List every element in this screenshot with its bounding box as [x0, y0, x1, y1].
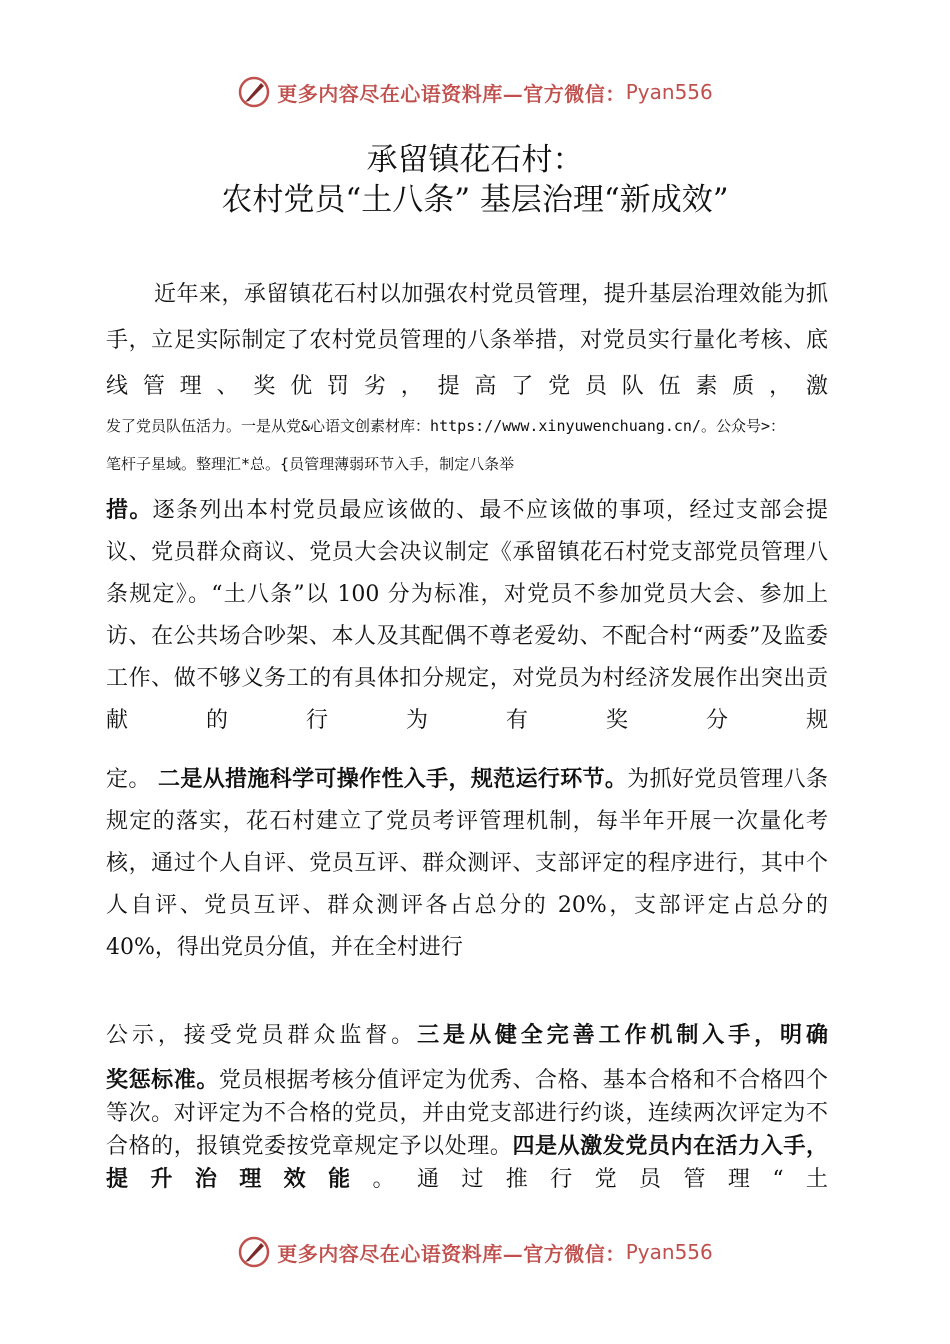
- paragraph-measures: [106, 759, 828, 969]
- heading-point-three-cont: 奖惩标准。: [106, 1068, 219, 1093]
- paragraph-measures-lead: 定。: [106, 767, 159, 792]
- source-line-1: 发了党员队伍活力。一是从党&心语文创素材库：https://www.xinyuwenchuang.cn/。公众号>：: [106, 417, 785, 435]
- heading-point-two: 二是从措施科学可操作性入手，规范运行环节。: [158, 767, 628, 792]
- paragraph-mechanism-lead: 公示，接受党员群众监督。: [106, 1023, 418, 1048]
- paragraph-mechanism-text-2: 。通过推行党员管理“土: [372, 1167, 828, 1192]
- feather-logo-icon: [237, 75, 271, 109]
- bold-lead: 措。: [106, 498, 153, 523]
- paragraph-measures-text: 为抓好党员管理八条规定的落实，花石村建立了党员考评管理机制，每半年开展一次量化考核，通过个人自评、党员互评、群众测评、支部评定的程序进行，其中个人自评、党员互评、群众测评各占总分的 20%，支部评定占总分的 40%，得出党员分值，并在全村进行: [106, 767, 828, 960]
- paragraph-mechanism: [106, 1064, 828, 1196]
- paragraph-rules-text: 逐条列出本村党员最应该做的、最不应该做的事项，经过支部会提议、党员群众商议、党员大会决议制定《承留镇花石村党支部党员管理八条规定》。“土八条”以 100 分为标准，对党员不参加党员大会、参加上访、在公共场合吵架、本人及其配偶不尊老爱幼、不配合村“两委”及监委工作、做不够义务工的有具体扣分规定，对党员为村经济发展作出突出贡献的行为有奖分规: [106, 498, 828, 733]
- paragraph-mechanism-first-line: [106, 1016, 828, 1056]
- feather-logo-icon: [237, 1235, 271, 1269]
- banner-text: 更多内容尽在心语资料库—官方微信：: [277, 81, 626, 106]
- banner-text: 更多内容尽在心语资料库—官方微信：: [277, 1241, 626, 1266]
- source-line-2: 笔杆子星域。整理汇*总。{员管理薄弱环节入手，制定八条举: [106, 455, 515, 473]
- heading-point-three: 三是从健全完善工作机制入手，明确: [417, 1023, 828, 1048]
- header-banner: [0, 72, 950, 112]
- paragraph-mechanism-text: 党员根据考核分值评定为优秀、合格、基本合格和不合格四个等次。对评定为不合格的党员，并由党支部进行约谈，连续两次评定为不合格的，报镇党委按党章规定予以处理。: [106, 1068, 828, 1159]
- paragraph-rules: [106, 490, 828, 742]
- banner-wechat-id: Pyan556: [625, 1240, 713, 1264]
- title-line-1: 承留镇花石村：: [366, 142, 584, 178]
- paragraph-intro: 近年来，承留镇花石村以加强农村党员管理，提升基层治理效能为抓手，立足实际制定了农村党员管理的八条举措，对党员实行量化考核、底线管理、奖优罚劣，提高了党员队伍素质，激: [106, 282, 828, 399]
- footer-banner: [0, 1232, 950, 1272]
- title-line-2: 农村党员“土八条” 基层治理“新成效”: [221, 182, 729, 218]
- heading-point-four: 四是从激发党员内在活力入手，提升治理效能: [106, 1134, 828, 1192]
- banner-wechat-id: Pyan556: [625, 80, 713, 104]
